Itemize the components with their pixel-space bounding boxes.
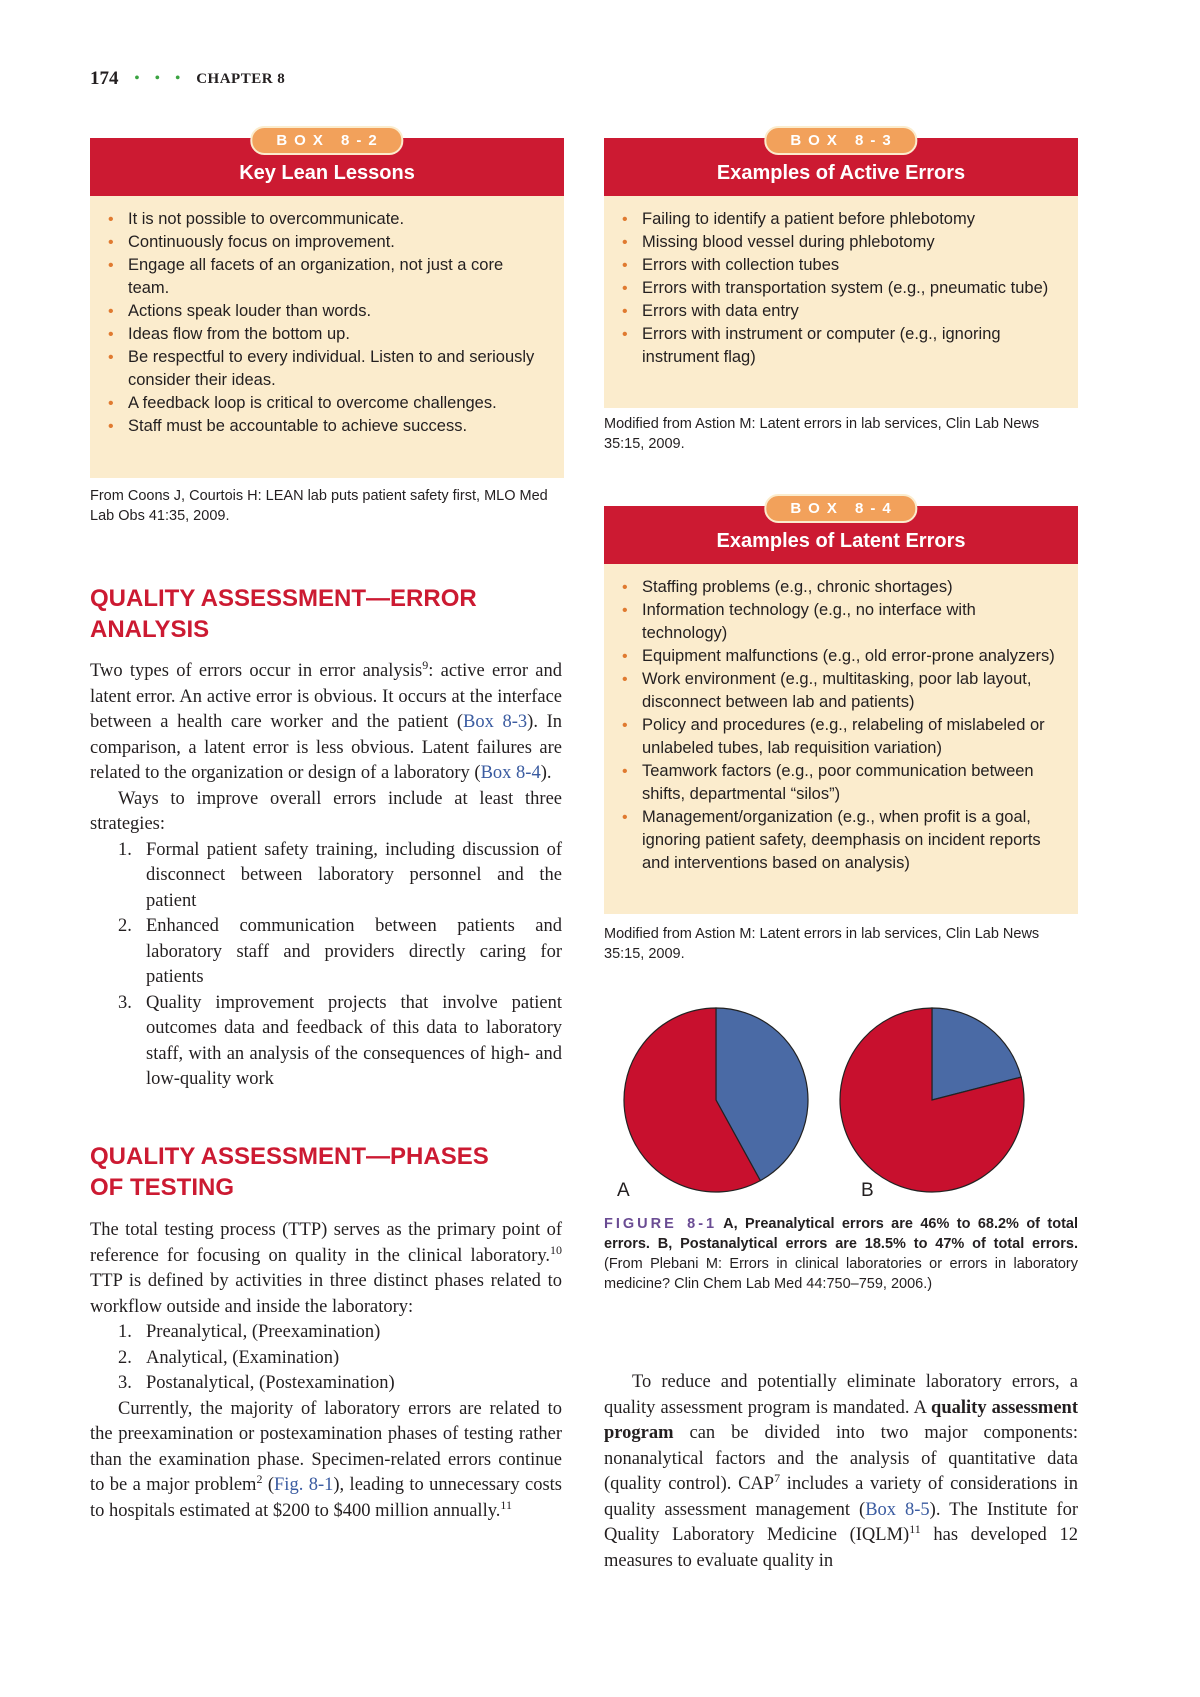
bullet-icon: • [108, 257, 114, 274]
list-item: 3. Postanalytical, (Postexamination) [118, 1373, 395, 1393]
bullet-icon: • [622, 602, 628, 619]
box-8-2-title: Key Lean Lessons [90, 138, 564, 196]
bullet-icon: • [108, 234, 114, 251]
box-8-4-link[interactable]: Box 8-4 [480, 763, 541, 783]
list-item: • Policy and procedures (e.g., relabeling of mislabeled or unlabeled tubes, lab requisition variation) [622, 716, 1045, 757]
box-8-2-list [90, 196, 564, 448]
section-error-analysis-body [90, 659, 562, 1093]
box-8-2-source: From Coons J, Courtois H: LEAN lab puts patient safety first, MLO Med Lab Obs 41:35, 2009. [90, 488, 548, 524]
list-item: • Errors with transportation system (e.g., pneumatic tube) [622, 277, 1062, 300]
box-8-3 [604, 132, 1078, 408]
running-header [90, 68, 285, 90]
list-item: • Equipment malfunctions (e.g., old error-prone analyzers) [622, 645, 1062, 668]
bullet-icon: • [108, 418, 114, 435]
list-item: • Errors with instrument or computer (e.g., ignoring instrument flag) [622, 325, 1001, 366]
chapter-label: CHAPTER 8 [196, 70, 286, 87]
bullet-icon: • [108, 349, 114, 366]
bullet-icon: • [622, 809, 628, 826]
list-item: • Information technology (e.g., no interface with technology) [622, 601, 976, 642]
bullet-icon: • [622, 280, 628, 297]
bullet-icon: • [622, 648, 628, 665]
paragraph: To reduce and potentially eliminate laboratory errors, a quality assessment program is mandated. A quality assessment program can be divided into two major components: nonanalytical factors and the analysis of quantitative data (quality control). CAP$^7$ includes a variety of considerations in quality assessment management (Box 8-5). The Institute for Quality Laboratory Medicine (IQLM)$^{11}$ has developed 12 measures to evaluate quality in [604, 1372, 1079, 1571]
box-8-4-list [604, 564, 1078, 885]
box-8-4 [604, 500, 1078, 914]
list-item: • Staffing problems (e.g., chronic shortages) [622, 576, 1062, 599]
bullet-icon: • [622, 234, 628, 251]
bullet-icon: • [622, 717, 628, 734]
bullet-icon: • [108, 303, 114, 320]
figure-8-1-caption: FIGURE 8-1 A, Preanalytical errors are 46% to 68.2% of total errors. B, Postanalytical errors are 18.5% to 47% of total errors. (From Plebani M: Errors in clinical laboratories or errors in laboratory medicine? Clin Chem Lab Med 44:750–759, 2006.) [604, 1216, 1078, 1292]
bullet-icon: • [622, 326, 628, 343]
list-item: • Be respectful to every individual. Listen to and seriously consider their ideas. [108, 348, 535, 389]
bullet-icon: • [622, 671, 628, 688]
figure-label: FIGURE 8-1 [604, 1216, 718, 1232]
phases-list [90, 1320, 562, 1397]
list-item: • Failing to identify a patient before phlebotomy [622, 208, 1062, 231]
section-heading-phases-of-testing: QUALITY ASSESSMENT—PHASES OF TESTING [90, 1143, 489, 1201]
box-8-3-source: Modified from Astion M: Latent errors in lab services, Clin Lab News 35:15, 2009. [604, 416, 1040, 452]
list-item: • Management/organization (e.g., when profit is a goal, ignoring patient safety, deemphasis on incident reports and interventions based on analysis) [622, 808, 1041, 872]
bullet-icon: • [622, 211, 628, 228]
paragraph: Two types of errors occur in error analysis$^9$: active error and latent error. An active error is obvious. It occurs at the interface between a health care worker and the patient (Box 8-3). In comparison, a latent error is less obvious. Latent failures are related to the organization or design of a laboratory (Box 8-4). [90, 657, 562, 783]
list-item: • Engage all facets of an organization, not just a core team. [108, 256, 504, 297]
box-8-3-link[interactable]: Box 8-3 [463, 712, 528, 732]
figure-8-1-pie-charts [604, 1000, 1084, 1200]
list-item: • Errors with collection tubes [622, 254, 1062, 277]
list-item: • Errors with data entry [622, 300, 1062, 323]
header-dots: • • • [134, 71, 187, 86]
list-item: 3. Quality improvement projects that involve patient outcomes data and feedback of this data to laboratory staff, with an analysis of the consequences of high- and low-quality work [118, 992, 562, 1089]
box-8-3-list [604, 196, 1078, 379]
bullet-icon: • [108, 326, 114, 343]
strategies-list [90, 838, 562, 1093]
bullet-icon: • [622, 579, 628, 596]
bullet-icon: • [622, 257, 628, 274]
box-8-4-source: Modified from Astion M: Latent errors in lab services, Clin Lab News 35:15, 2009. [604, 926, 1040, 962]
paragraph: The total testing process (TTP) serves as the primary point of reference for focusing on quality in the clinical laboratory.$^{10}$ TTP is defined by activities in three distinct phases related to workflow outside and inside the laboratory: [90, 1220, 562, 1317]
list-item: • Ideas flow from the bottom up. [108, 323, 548, 346]
list-item: • Staff must be accountable to achieve success. [108, 415, 548, 438]
bullet-icon: • [622, 303, 628, 320]
list-item: 1. Preanalytical, (Preexamination) [118, 1322, 381, 1342]
pie-b-label: B [861, 1180, 874, 1201]
bullet-icon: • [622, 763, 628, 780]
bullet-icon: • [108, 211, 114, 228]
box-8-3-tab: BOX 8-3 [764, 126, 917, 155]
list-item: 2. Analytical, (Examination) [118, 1347, 340, 1368]
paragraph: Currently, the majority of laboratory errors are related to the preexamination or postexamination phases of testing rather than the examination phase. Specimen-related errors continue to be a major problem$^2$ (Fig. 8-1), leading to unnecessary costs to hospitals estimated at $200 to $400 million annually.$^{11}$ [90, 1398, 562, 1521]
list-item: 1. Formal patient safety training, including discussion of disconnect between laboratory personnel and the patient [118, 839, 562, 911]
list-item: • Actions speak louder than words. [108, 300, 548, 323]
fig-8-1-link[interactable]: Fig. 8-1 [274, 1475, 334, 1495]
list-item: • Teamwork factors (e.g., poor communication between shifts, departmental “silos”) [622, 762, 1034, 803]
section-heading-error-analysis: QUALITY ASSESSMENT—ERROR ANALYSIS [90, 585, 477, 643]
list-item: • Work environment (e.g., multitasking, poor lab layout, disconnect between lab and patients) [622, 670, 1032, 711]
paragraph: Ways to improve overall errors include at least three strategies: [90, 788, 562, 834]
list-item: 2. Enhanced communication between patients and laboratory staff and providers directly caring for patients [118, 916, 562, 987]
section-phases-body [90, 1218, 562, 1524]
box-8-2-tab: BOX 8-2 [250, 126, 403, 155]
page-number: 174 [90, 68, 119, 89]
bullet-icon: • [108, 395, 114, 412]
list-item: • It is not possible to overcommunicate. [108, 208, 548, 231]
quality-assessment-program-text [604, 1370, 1078, 1574]
list-item: • Continuously focus on improvement. [108, 231, 548, 254]
list-item: • A feedback loop is critical to overcome challenges. [108, 392, 548, 415]
pie-a-label: A [617, 1180, 630, 1201]
list-item: • Missing blood vessel during phlebotomy [622, 231, 1062, 254]
box-8-4-title: Examples of Latent Errors [604, 506, 1078, 564]
box-8-3-title: Examples of Active Errors [604, 138, 1078, 196]
box-8-4-tab: BOX 8-4 [764, 494, 917, 523]
box-8-5-link[interactable]: Box 8-5 [865, 1499, 930, 1520]
box-8-2 [90, 132, 564, 478]
